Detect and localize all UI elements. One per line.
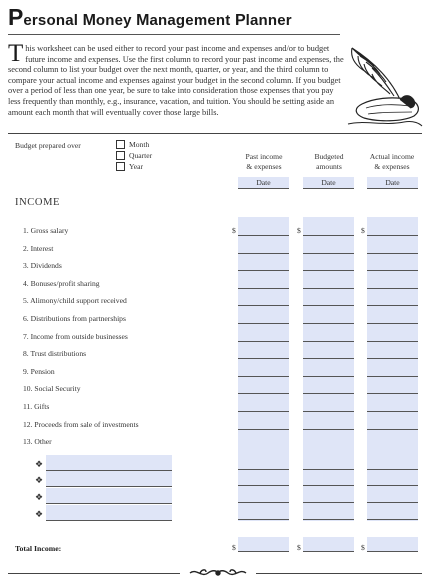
year-checkbox[interactable] bbox=[116, 162, 125, 171]
actual-amount-field[interactable] bbox=[367, 429, 418, 430]
currency-symbol: $ bbox=[297, 543, 301, 552]
header-rule bbox=[8, 133, 422, 134]
total-actual-shade bbox=[367, 537, 418, 551]
income-row-label: 1. Gross salary bbox=[23, 226, 69, 235]
column-header-actual: Actual income & expenses bbox=[369, 152, 415, 171]
diamond-bullet-icon: ❖ bbox=[35, 509, 44, 519]
income-section-title: INCOME bbox=[15, 197, 61, 208]
intro-paragraph bbox=[8, 40, 348, 118]
income-row-label: 7. Income from outside businesses bbox=[23, 331, 128, 341]
actual-amount-field[interactable] bbox=[367, 519, 418, 520]
page-title: Personal Money Management Planner bbox=[8, 4, 292, 30]
currency-symbol: $ bbox=[232, 543, 236, 552]
income-row-label: 8. Trust distributions bbox=[23, 349, 87, 359]
actual-amount-field[interactable] bbox=[367, 323, 418, 324]
actual-amount-field[interactable] bbox=[367, 341, 418, 342]
footer-rule-right bbox=[256, 573, 422, 574]
budgeted-amount-field[interactable] bbox=[303, 502, 354, 503]
actual-amount-field[interactable] bbox=[367, 235, 418, 236]
budgeted-amount-field[interactable] bbox=[303, 393, 354, 394]
budgeted-amount-field[interactable] bbox=[303, 305, 354, 306]
flourish-ornament-icon bbox=[188, 566, 248, 580]
budgeted-amount-field[interactable] bbox=[303, 235, 354, 236]
actual-amount-field[interactable] bbox=[367, 411, 418, 412]
income-row-label: 10. Social Security bbox=[23, 384, 81, 394]
actual-amount-field[interactable] bbox=[367, 485, 418, 486]
diamond-bullet-icon: ❖ bbox=[35, 459, 44, 469]
period-option-quarter[interactable]: Quarter bbox=[116, 150, 152, 160]
income-row-label: 13. Other bbox=[23, 437, 52, 447]
other-description-field[interactable] bbox=[46, 471, 172, 487]
budgeted-amount-field[interactable] bbox=[303, 288, 354, 289]
past-amount-field[interactable] bbox=[238, 341, 289, 342]
past-amount-field[interactable] bbox=[238, 376, 289, 377]
month-checkbox[interactable] bbox=[116, 140, 125, 149]
income-row-label: 9. Pension bbox=[23, 366, 55, 376]
past-amount-field[interactable] bbox=[238, 270, 289, 271]
actual-amount-field[interactable] bbox=[367, 270, 418, 271]
actual-amount-field[interactable] bbox=[367, 502, 418, 503]
intro-dropcap: T bbox=[8, 40, 24, 67]
budgeted-amount-field[interactable] bbox=[303, 411, 354, 412]
budgeted-amount-field[interactable] bbox=[303, 519, 354, 520]
past-amount-field[interactable] bbox=[238, 393, 289, 394]
period-option-month[interactable]: Month bbox=[116, 139, 149, 149]
budgeted-amount-field[interactable] bbox=[303, 469, 354, 470]
income-row-label: 2. Interest bbox=[23, 243, 54, 253]
total-budgeted-field[interactable] bbox=[303, 551, 354, 552]
total-budgeted-shade bbox=[303, 537, 354, 551]
total-past-field[interactable] bbox=[238, 551, 289, 552]
budgeted-amount-field[interactable] bbox=[303, 341, 354, 342]
actual-amount-field[interactable] bbox=[367, 305, 418, 306]
currency-symbol: $ bbox=[361, 543, 365, 552]
income-row-label: 11. Gifts bbox=[23, 402, 50, 411]
quarter-checkbox[interactable] bbox=[116, 151, 125, 160]
actual-amount-field[interactable] bbox=[367, 253, 418, 254]
other-description-field[interactable] bbox=[46, 505, 172, 521]
past-amount-field[interactable] bbox=[238, 235, 289, 236]
total-income-label: Total Income: bbox=[15, 544, 62, 553]
quill-and-scroll-icon bbox=[344, 44, 424, 130]
actual-amount-field[interactable] bbox=[367, 288, 418, 289]
budgeted-amount-field[interactable] bbox=[303, 376, 354, 377]
budgeted-amount-field[interactable] bbox=[303, 358, 354, 359]
past-amount-field[interactable] bbox=[238, 469, 289, 470]
total-past-shade bbox=[238, 537, 289, 551]
budget-prepared-label: Budget prepared over bbox=[15, 141, 81, 150]
past-amount-field[interactable] bbox=[238, 323, 289, 324]
budgeted-amount-field[interactable] bbox=[303, 485, 354, 486]
currency-symbol: $ bbox=[361, 226, 365, 235]
diamond-bullet-icon: ❖ bbox=[35, 475, 44, 485]
past-amount-field[interactable] bbox=[238, 253, 289, 254]
income-row-label: 5. Alimony/child support received bbox=[23, 296, 127, 306]
income-row-label: 6. Distributions from partnerships bbox=[23, 314, 126, 323]
past-amount-field[interactable] bbox=[238, 305, 289, 306]
currency-symbol: $ bbox=[297, 226, 301, 235]
actual-amount-field[interactable] bbox=[367, 393, 418, 394]
period-option-year[interactable]: Year bbox=[116, 161, 143, 171]
income-row-label: 3. Dividends bbox=[23, 261, 62, 271]
past-amount-field[interactable] bbox=[238, 411, 289, 412]
past-amount-field[interactable] bbox=[238, 519, 289, 520]
column-header-past: Past income & expenses bbox=[245, 152, 283, 171]
past-amount-field[interactable] bbox=[238, 485, 289, 486]
total-actual-field[interactable] bbox=[367, 551, 418, 552]
title-rule bbox=[8, 34, 340, 35]
actual-amount-field[interactable] bbox=[367, 376, 418, 377]
budgeted-amount-field[interactable] bbox=[303, 429, 354, 430]
other-description-field[interactable] bbox=[46, 455, 172, 471]
budgeted-amount-field[interactable] bbox=[303, 270, 354, 271]
intro-text: his worksheet can be used either to record your past income and expenses and/or to budget future income and expenses. Use the first column to record your past income and expenses, the second column to list your budget over the next month, quarter, or year, and the third column to compare your actual income and expenses against your budget in the second column. If you budget over a period of less than one year, be sure to take into consideration those expenses that you pay less frequently than monthly, e.g., insurance, vacation, and tuition. You should be setting aside an amount each month that will eventually cover those large bills. bbox=[8, 44, 344, 117]
diamond-bullet-icon: ❖ bbox=[35, 492, 44, 502]
budgeted-amount-field[interactable] bbox=[303, 253, 354, 254]
actual-amount-field[interactable] bbox=[367, 358, 418, 359]
past-amount-field[interactable] bbox=[238, 358, 289, 359]
past-amount-field[interactable] bbox=[238, 429, 289, 430]
income-row-label: 12. Proceeds from sale of investments bbox=[23, 419, 139, 429]
income-row-label: 4. Bonuses/profit sharing bbox=[23, 278, 100, 288]
date-field-actual[interactable]: Date bbox=[367, 177, 418, 189]
budgeted-amount-field[interactable] bbox=[303, 323, 354, 324]
past-amount-field[interactable] bbox=[238, 288, 289, 289]
past-amount-field[interactable] bbox=[238, 502, 289, 503]
column-header-budgeted: Budgeted amounts bbox=[314, 152, 344, 171]
date-field-past[interactable]: Date bbox=[238, 177, 289, 189]
actual-amount-field[interactable] bbox=[367, 469, 418, 470]
currency-symbol: $ bbox=[232, 226, 236, 235]
other-description-field[interactable] bbox=[46, 488, 172, 504]
footer-rule-left bbox=[8, 573, 180, 574]
date-field-budgeted[interactable]: Date bbox=[303, 177, 354, 189]
